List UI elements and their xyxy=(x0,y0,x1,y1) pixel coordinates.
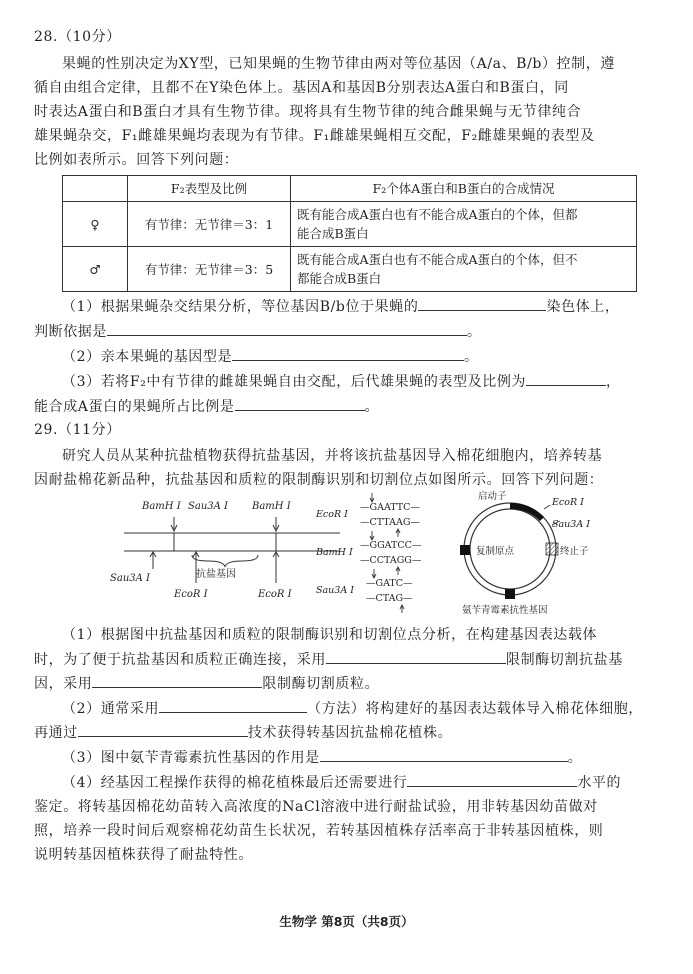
salt-resistance-gene-label: 抗盐基因 xyxy=(196,569,236,580)
q29-sub4-line: 鉴定。将转基因棉花幼苗转入高浓度的NaCl溶液中进行耐盐试验，用非转基因幼苗做对 xyxy=(34,799,598,815)
q29-sub3 xyxy=(62,747,582,768)
q29-s3-text: 。 xyxy=(567,750,583,766)
answer-blank[interactable] xyxy=(320,747,568,762)
q29-header: 29.（11分） xyxy=(34,422,121,438)
cell-line: 都能合成B蛋白 xyxy=(297,271,382,286)
q28-sub3-line1 xyxy=(62,371,621,392)
q29-sub4-line1 xyxy=(62,772,621,793)
sau3a1-label: Sau3A Ⅰ xyxy=(316,585,354,596)
ecor1-seq-top: —GAATTC— xyxy=(360,502,420,513)
cell-line: 既有能合成A蛋白也有不能合成A蛋白的个体，但不 xyxy=(297,252,578,267)
male-symbol: ♂ xyxy=(63,247,128,292)
page-footer: 生物学 第8页（共8页） xyxy=(279,914,414,929)
q29-s4-text: 水平的 xyxy=(577,775,622,791)
q29-s3-text: （3）图中氨苄青霉素抗性基因的作用是 xyxy=(62,750,320,766)
sau3a1-seq-top: —GATC— xyxy=(366,578,413,589)
ori-label: 复制原点 xyxy=(476,546,515,557)
amp-resistance-label: 氨苄青霉素抗性基因 xyxy=(462,605,548,616)
table-row xyxy=(63,247,637,292)
q28-s1-text: 染色体上， xyxy=(546,299,620,315)
q28-intro-line: 雄果蝇杂交，F₁雌雄果蝇均表现为有节律。F₁雌雄果蝇相互交配，F₂雌雄果蝇的表型及 xyxy=(34,128,595,144)
table-row xyxy=(63,202,637,247)
q28-s2-text: （2）亲本果蝇的基因型是 xyxy=(62,349,233,365)
sau3a1-plasmid-label: Sau3A Ⅰ xyxy=(552,519,590,530)
answer-blank[interactable] xyxy=(526,371,606,386)
q29-sub1-line2 xyxy=(34,649,623,670)
q29-s2-text: 技术获得转基因抗盐棉花植株。 xyxy=(247,725,453,741)
q29-s1-text: 限制酶切割质粒。 xyxy=(262,676,380,692)
plasmid-figure xyxy=(448,491,598,617)
q28-intro-line: 循自由组合定律，且都不在Y染色体上。基因A和基因B分别表达A蛋白和B蛋白，同 xyxy=(34,80,569,96)
sau3a1-label-bottom: Sau3A Ⅰ xyxy=(110,573,150,584)
answer-blank[interactable] xyxy=(78,722,248,737)
cell-line: 能合成B蛋白 xyxy=(297,226,369,241)
q28-sub1-line2 xyxy=(34,321,482,342)
q28-sub1-line1 xyxy=(62,296,619,317)
q29-sub2-line2 xyxy=(34,722,452,743)
answer-blank[interactable] xyxy=(235,396,365,411)
q28-s3-text: 。 xyxy=(364,399,380,415)
q28-header: 28.（10分） xyxy=(34,29,121,45)
table-cell-protein xyxy=(291,247,637,292)
bamh1-seq-bottom: —CCTAGG— xyxy=(360,555,422,566)
q29-sub2-line1 xyxy=(62,698,643,719)
q28-s3-text: （3）若将F₂中有节律的雌雄果蝇自由交配，后代雄果蝇的表型及比例为 xyxy=(62,374,527,390)
q29-sub4-line: 照，培养一段时间后观察棉花幼苗生长状况，若转基因植株存活率高于非转基因植株，则 xyxy=(34,823,604,839)
q28-intro-line: 比例如表所示。回答下列问题： xyxy=(34,152,239,168)
q28-s3-text: 能合成A蛋白的果蝇所占比例是 xyxy=(34,399,235,415)
answer-blank[interactable] xyxy=(159,698,307,713)
ecor1-seq-bottom: —CTTAAG— xyxy=(360,517,420,528)
q29-s4-text: （4）经基因工程操作获得的棉花植株最后还需要进行 xyxy=(62,775,408,791)
ori-segment xyxy=(460,545,470,555)
q29-sub1-line1: （1）根据图中抗盐基因和质粒的限制酶识别和切割位点分析，在构建基因表达载体 xyxy=(62,627,598,643)
answer-blank[interactable] xyxy=(232,346,464,361)
answer-blank[interactable] xyxy=(92,673,262,688)
gene-restriction-map xyxy=(108,495,316,601)
q29-sub4-line: 说明转基因植株获得了耐盐特性。 xyxy=(34,847,253,863)
q29-s1-text: 限制酶切割抗盐基 xyxy=(506,652,623,668)
q29-s2-text: 再通过 xyxy=(34,725,78,741)
ecor1-label: EcoR Ⅰ xyxy=(316,509,348,520)
answer-blank[interactable] xyxy=(107,321,467,336)
q29-sub1-line3 xyxy=(34,673,379,694)
ecor1-label-right: EcoR Ⅰ xyxy=(258,589,292,600)
table-cell-ratio: 有节律：无节律＝3：5 xyxy=(128,247,291,292)
q29-intro-line: 因耐盐棉花新品种，抗盐基因和质粒的限制酶识别和切割位点如图所示。回答下列问题： xyxy=(34,472,604,488)
q28-s3-text: ， xyxy=(606,374,621,390)
q28-s1-text: 。 xyxy=(467,324,482,340)
q29-s1-text: 时，为了便于抗盐基因和质粒正确连接，采用 xyxy=(34,652,326,668)
table-header-row xyxy=(63,176,637,202)
table-header-cell: F₂表型及比例 xyxy=(128,176,291,202)
q28-intro-line: 果蝇的性别决定为XY型，已知果蝇的生物节律由两对等位基因（A/a、B/b）控制，遵 xyxy=(62,56,615,72)
promoter-label: 启动子 xyxy=(478,491,507,502)
q28-s2-text: 。 xyxy=(464,349,479,365)
terminator-label: 终止子 xyxy=(560,546,589,557)
table-cell-ratio: 有节律：无节律＝3：1 xyxy=(128,202,291,247)
q28-s1-text: 判断依据是 xyxy=(34,324,107,340)
amp-segment xyxy=(505,589,515,599)
q29-s2-text: （方法）将构建好的基因表达载体导入棉花体细胞， xyxy=(307,701,643,717)
terminator-segment xyxy=(546,543,558,555)
q28-intro-line: 时表达A蛋白和B蛋白才具有生物节律。现将具有生物节律的纯合雌果蝇与无节律纯合 xyxy=(34,104,582,120)
ecor1-label-left: EcoR Ⅰ xyxy=(174,589,208,600)
answer-blank[interactable] xyxy=(418,296,546,311)
q28-table xyxy=(62,175,637,292)
cell-line: 既有能合成A蛋白也有不能合成A蛋白的个体，但都 xyxy=(297,207,578,222)
table-cell-protein xyxy=(291,202,637,247)
q28-sub3-line2 xyxy=(34,396,379,417)
bamh1-label: BamH Ⅰ xyxy=(316,547,353,558)
q29-s2-text: （2）通常采用 xyxy=(62,701,160,717)
sau3a1-seq-bottom: —CTAG— xyxy=(366,593,413,604)
q29-intro-line: 研究人员从某种抗盐植物获得抗盐基因，并将该抗盐基因导入棉花细胞内，培养转基 xyxy=(62,448,603,464)
bamh1-label-right: BamH Ⅰ xyxy=(252,501,291,512)
bamh1-seq-top: —GGATCC— xyxy=(360,540,422,551)
female-symbol: ♀ xyxy=(63,202,128,247)
table-header-cell xyxy=(63,176,128,202)
ecor1-plasmid-label: EcoR Ⅰ xyxy=(552,497,584,508)
restriction-sites-figure xyxy=(314,493,444,605)
q28-sub2 xyxy=(62,346,479,367)
q28-s1-text: （1）根据果蝇杂交结果分析，等位基因B/b位于果蝇的 xyxy=(62,299,419,315)
answer-blank[interactable] xyxy=(407,772,577,787)
bamh1-label-left: BamH Ⅰ xyxy=(142,501,181,512)
sau3a1-label-top: Sau3A Ⅰ xyxy=(188,501,228,512)
table-header-cell: F₂个体A蛋白和B蛋白的合成情况 xyxy=(291,176,637,202)
q29-s1-text: 因，采用 xyxy=(34,676,93,692)
answer-blank[interactable] xyxy=(326,649,506,664)
